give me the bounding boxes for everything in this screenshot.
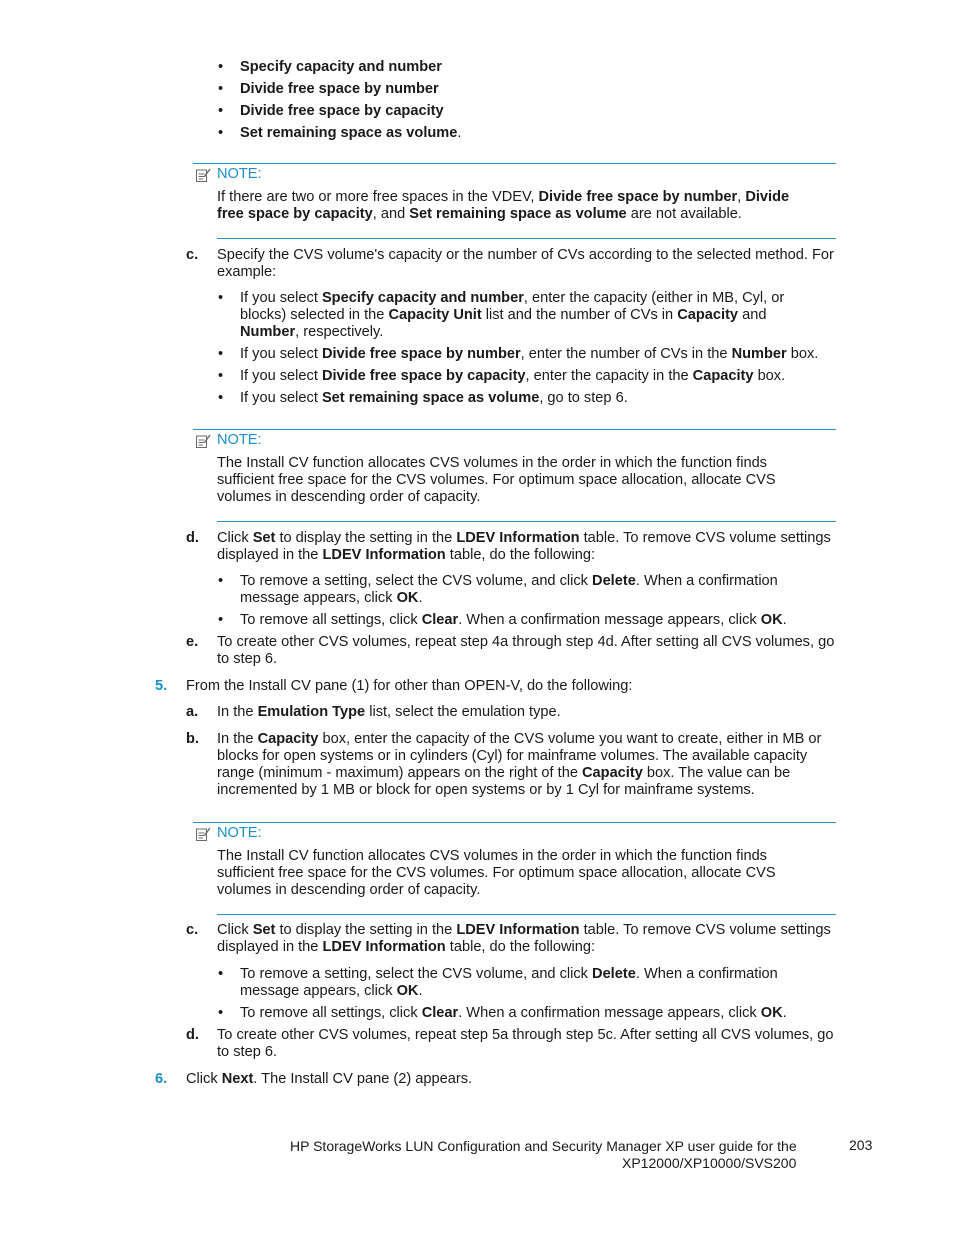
ui-term: Divide free space by number	[321, 346, 521, 362]
note-heading	[195, 432, 262, 449]
text-run: To remove a setting, select the CVS volume, and click	[240, 966, 593, 982]
ui-term: Divide free space by number	[240, 81, 439, 97]
step-label: d.	[186, 530, 199, 546]
text-run: displayed in the	[217, 547, 323, 563]
list-item	[240, 59, 442, 76]
text-line	[217, 882, 480, 899]
text-run: to display the setting in the	[275, 530, 457, 546]
text-run: table. To remove CVS volume settings	[579, 530, 831, 546]
bullet-marker: •	[218, 59, 224, 75]
bullet-marker: •	[218, 612, 224, 628]
step-label: c.	[186, 247, 199, 263]
ui-term: Delete	[592, 573, 636, 589]
note-heading	[195, 825, 262, 842]
text-run: box, enter the capacity of the CVS volume you want to create, either in MB or	[318, 731, 822, 747]
text-line	[217, 922, 831, 939]
text-run: If you select	[240, 368, 322, 384]
ui-term: Capacity Unit	[388, 307, 482, 323]
ui-term: Next	[221, 1071, 254, 1087]
text-run: sufficient free space for the CVS volumes. For optimum space allocation, allocate CVS	[217, 865, 776, 881]
text-run: If you select	[240, 346, 322, 362]
list-item	[240, 573, 778, 590]
ui-term: free space by capacity	[217, 206, 373, 222]
note-heading	[195, 166, 262, 183]
ui-term: Divide free space by capacity	[240, 103, 444, 119]
bullet-marker: •	[218, 103, 224, 119]
step-label: d.	[186, 1027, 199, 1043]
text-run: To create other CVS volumes, repeat step 5a through step 5c. After setting all CVS volumes, go	[217, 1027, 834, 1043]
text-run: , enter the capacity in the	[525, 368, 693, 384]
text-line	[217, 782, 755, 799]
text-run: In the	[217, 731, 258, 747]
text-run: to display the setting in the	[275, 922, 457, 938]
text-run: .	[782, 612, 787, 628]
ui-term: Specify capacity and number	[240, 59, 442, 75]
ui-term: Capacity	[692, 368, 754, 384]
bullet-marker: •	[218, 390, 224, 406]
text-run: . When a confirmation message appears, click	[458, 1005, 761, 1021]
step-label: 6.	[155, 1071, 168, 1087]
text-run: To remove a setting, select the CVS volume, and click	[240, 573, 593, 589]
ui-term: Clear	[421, 1005, 459, 1021]
ui-term: OK	[396, 983, 419, 999]
footer-title-line2: XP12000/XP10000/SVS200	[622, 1155, 797, 1171]
list-item	[240, 81, 439, 98]
text-line	[217, 547, 595, 564]
list-item	[240, 368, 785, 385]
text-run: .	[418, 590, 423, 606]
ui-term: Set remaining space as volume	[240, 125, 458, 141]
step-label: c.	[186, 922, 199, 938]
ui-term: Capacity	[582, 765, 643, 781]
text-run: If you select	[240, 290, 322, 306]
ui-term: Clear	[421, 612, 459, 628]
text-run: .	[457, 125, 462, 141]
note-rule-bottom	[217, 521, 836, 522]
step-label: b.	[186, 731, 199, 747]
ui-term: Specify capacity and number	[321, 290, 524, 306]
text-line	[217, 489, 480, 506]
text-line	[217, 1044, 277, 1061]
bullet-marker: •	[218, 125, 224, 141]
list-item	[240, 346, 818, 363]
ui-term: OK	[396, 590, 419, 606]
text-run: sufficient free space for the CVS volumes. For optimum space allocation, allocate CVS	[217, 472, 776, 488]
text-run: table, do the following:	[445, 939, 596, 955]
list-item	[240, 966, 778, 983]
ui-term: LDEV Information	[322, 939, 446, 955]
ui-term: Delete	[592, 966, 636, 982]
text-run: blocks) selected in the	[240, 307, 389, 323]
text-run: From the Install CV pane (1) for other than OPEN-V, do the following:	[186, 678, 633, 694]
page-number: 203	[849, 1137, 873, 1153]
text-run: The Install CV function allocates CVS volumes in the order in which the function finds	[217, 455, 767, 471]
ui-term: Set	[252, 530, 276, 546]
note-rule-bottom	[217, 238, 836, 239]
text-run: To remove all settings, click	[240, 1005, 422, 1021]
text-line	[217, 651, 277, 668]
note-icon	[195, 826, 211, 842]
text-line	[186, 1071, 472, 1088]
text-line	[217, 731, 821, 748]
text-run: to step 6.	[217, 651, 278, 667]
text-run: displayed in the	[217, 939, 323, 955]
text-line	[217, 247, 834, 264]
text-run: and	[738, 307, 767, 323]
list-item	[240, 390, 628, 407]
text-run: box.	[786, 346, 819, 362]
text-line	[217, 264, 276, 281]
ui-term: LDEV Information	[456, 922, 580, 938]
list-item	[240, 1005, 787, 1022]
footer-title-line1: HP StorageWorks LUN Configuration and Security Manager XP user guide for the	[290, 1138, 797, 1154]
text-run: volumes in descending order of capacity.	[217, 882, 481, 898]
text-line	[217, 939, 595, 956]
text-run: Specify the CVS volume's capacity or the number of CVs according to the selected method. For	[217, 247, 834, 263]
ui-term: LDEV Information	[322, 547, 446, 563]
note-rule-top	[193, 822, 836, 823]
ui-term: Set	[252, 922, 276, 938]
text-run: table. To remove CVS volume settings	[579, 922, 831, 938]
bullet-marker: •	[218, 368, 224, 384]
note-rule-top	[193, 163, 836, 164]
list-item	[240, 324, 383, 341]
note-label: NOTE:	[217, 825, 262, 841]
note-icon	[195, 167, 211, 183]
text-run: are not available.	[626, 206, 742, 222]
note-icon	[195, 433, 211, 449]
step-label: e.	[186, 634, 199, 650]
text-run: If you select	[240, 390, 322, 406]
text-line	[217, 455, 767, 472]
list-item	[240, 125, 461, 142]
text-line	[217, 206, 742, 223]
text-run: . When a confirmation message appears, click	[458, 612, 761, 628]
text-run: Click	[217, 922, 253, 938]
list-item	[240, 103, 444, 120]
text-line	[217, 634, 834, 651]
text-line	[217, 765, 790, 782]
bullet-marker: •	[218, 1005, 224, 1021]
text-line	[217, 472, 776, 489]
text-run: . When a confirmation	[635, 573, 778, 589]
text-run: list and the number of CVs in	[481, 307, 678, 323]
text-run: . When a confirmation	[635, 966, 778, 982]
text-line	[217, 865, 776, 882]
step-label: a.	[186, 704, 199, 720]
note-label: NOTE:	[217, 166, 262, 182]
text-line	[186, 678, 632, 695]
text-run: The Install CV function allocates CVS volumes in the order in which the function finds	[217, 848, 767, 864]
ui-term: Set remaining space as volume	[409, 206, 627, 222]
ui-term: Set remaining space as volume	[321, 390, 540, 406]
text-run: .	[782, 1005, 787, 1021]
text-run: to step 6.	[217, 1044, 278, 1060]
text-run: , respectively.	[295, 324, 384, 340]
ui-term: Capacity	[257, 731, 319, 747]
list-item	[240, 290, 784, 307]
text-line	[217, 189, 789, 206]
list-item	[240, 590, 423, 607]
ui-term: Capacity	[677, 307, 739, 323]
text-run: , enter the capacity (either in MB, Cyl, or	[523, 290, 785, 306]
note-rule-top	[193, 429, 836, 430]
bullet-marker: •	[218, 290, 224, 306]
note-rule-bottom	[217, 914, 836, 915]
text-line	[217, 848, 767, 865]
bullet-marker: •	[218, 966, 224, 982]
text-run: blocks for open systems or in cylinders (Cyl) for mainframe volumes. The available capacity	[217, 748, 808, 764]
text-run: , enter the number of CVs in the	[520, 346, 732, 362]
text-line	[217, 1027, 834, 1044]
bullet-marker: •	[218, 81, 224, 97]
list-item	[240, 307, 766, 324]
text-run: example:	[217, 264, 277, 280]
text-run: range (minimum - maximum) appears on the right of the	[217, 765, 582, 781]
text-line	[217, 530, 831, 547]
list-item	[240, 983, 423, 1000]
text-run: To create other CVS volumes, repeat step 4a through step 4d. After setting all CVS volumes, go	[217, 634, 835, 650]
text-run: table, do the following:	[445, 547, 596, 563]
ui-term: Number	[731, 346, 787, 362]
text-run: Click	[186, 1071, 222, 1087]
note-label: NOTE:	[217, 432, 262, 448]
ui-term: LDEV Information	[456, 530, 580, 546]
text-run: . The Install CV pane (2) appears.	[253, 1071, 473, 1087]
text-run: , and	[372, 206, 410, 222]
text-run: list, select the emulation type.	[365, 704, 561, 720]
text-run: If there are two or more free spaces in the VDEV,	[217, 189, 539, 205]
ui-term: Number	[240, 324, 296, 340]
text-run: In the	[217, 704, 258, 720]
bullet-marker: •	[218, 346, 224, 362]
text-run: .	[418, 983, 423, 999]
bullet-marker: •	[218, 573, 224, 589]
text-run: box.	[753, 368, 786, 384]
ui-term: Divide free space by number	[538, 189, 738, 205]
list-item	[240, 612, 787, 629]
ui-term: OK	[760, 1005, 783, 1021]
text-run: Click	[217, 530, 253, 546]
text-run: volumes in descending order of capacity.	[217, 489, 481, 505]
text-run: ,	[737, 189, 746, 205]
text-run: message appears, click	[240, 590, 397, 606]
text-run: To remove all settings, click	[240, 612, 422, 628]
ui-term: OK	[760, 612, 783, 628]
text-line	[217, 704, 561, 721]
ui-term: Divide	[745, 189, 790, 205]
text-run: , go to step 6.	[539, 390, 628, 406]
step-label: 5.	[155, 678, 168, 694]
text-run: box. The value can be	[642, 765, 791, 781]
text-run: message appears, click	[240, 983, 397, 999]
text-run: incremented by 1 MB or block for open systems or by 1 Cyl for mainframe systems.	[217, 782, 755, 798]
ui-term: Emulation Type	[257, 704, 366, 720]
ui-term: Divide free space by capacity	[321, 368, 526, 384]
text-line	[217, 748, 807, 765]
